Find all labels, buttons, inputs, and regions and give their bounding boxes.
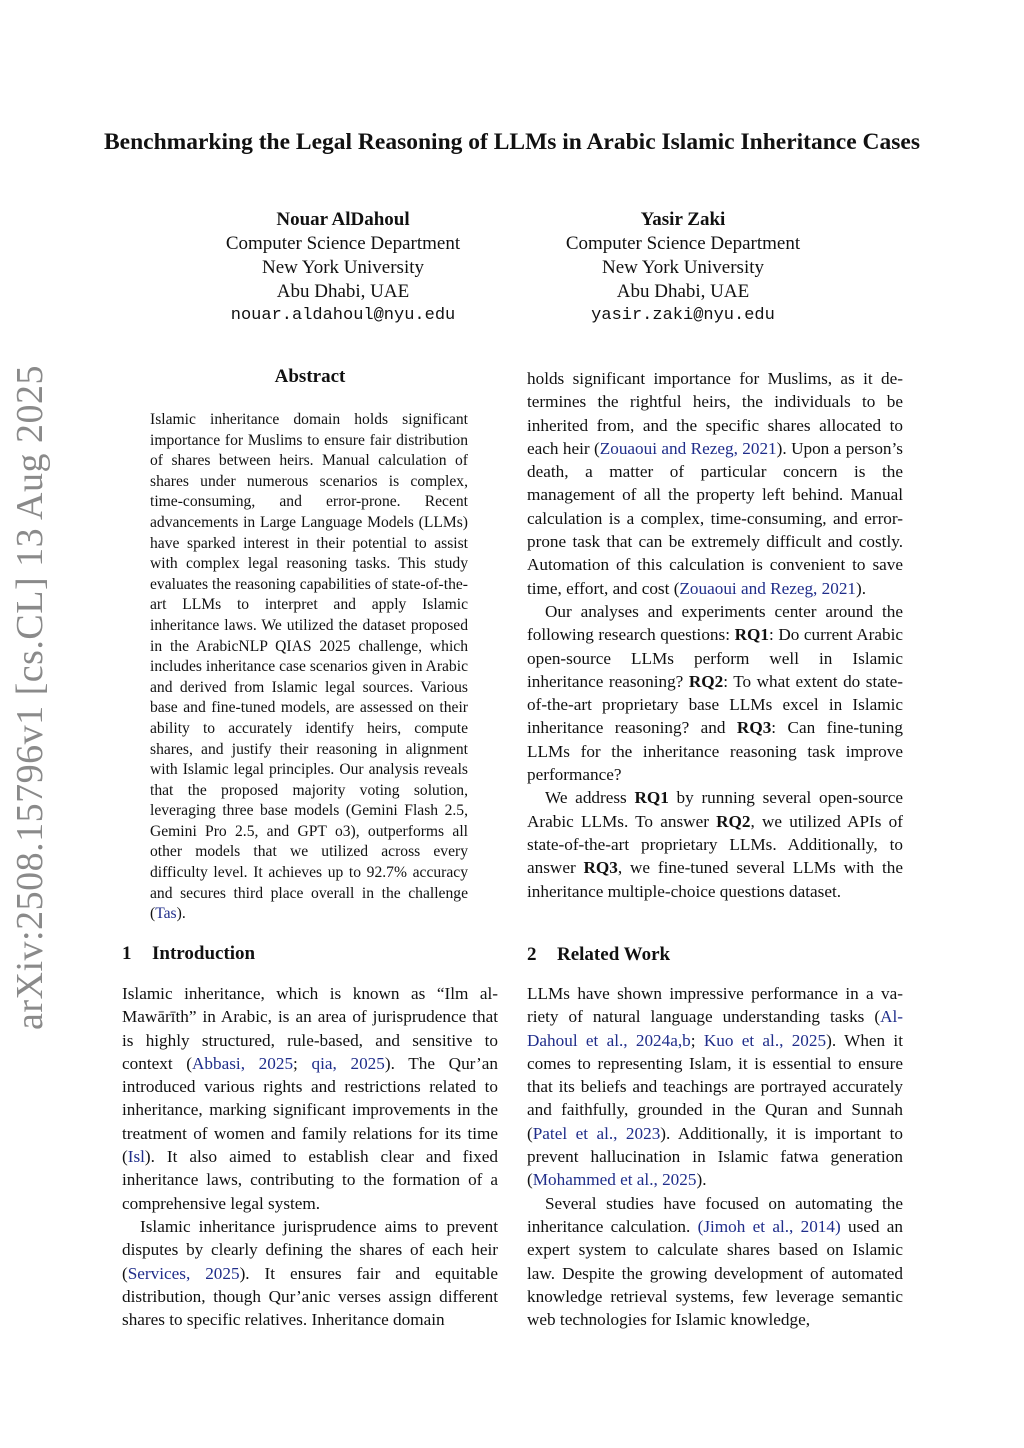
paper-title: Benchmarking the Legal Reasoning of LLMs in Arabic Islamic Inheritance Cases — [104, 129, 920, 155]
author-email[interactable]: nouar.aldahoul@nyu.edu — [230, 306, 456, 325]
paragraph: Islamic inheritance jurisprudence aims to prevent disputes by clearly defining the shares of each heir (Services, 2025). It ensures fair and equitable distribution, though Qur’anic verses assign different shares to specific relatives. Inheritance domain — [122, 1216, 498, 1330]
author-location: Abu Dhabi, UAE — [276, 281, 410, 302]
citation-link[interactable]: Zouaoui and Rezeg, 2021 — [599, 438, 777, 458]
author-department: Computer Science Department — [225, 233, 461, 254]
author-block-2 — [523, 208, 843, 328]
author-email[interactable]: yasir.zaki@nyu.edu — [591, 306, 775, 325]
paragraph: holds significant importance for Muslims, as it determines the rightful heirs, the individuals to be inherited from, and the specific shares allocated to each heir (Zouaoui and Rezeg, 2021). Upon a person’s death, a matter of particular concern is the management of all the property left behind. Manual calculation is a complex, time-consuming, and error-prone task that can be extremely difficult and costly. Automation of this calculation is convenient to save time, effort, and cost (Zouaoui and Rezeg, 2021). — [527, 369, 903, 598]
citation-link[interactable]: AlDahoul et al., 2024a,b — [527, 1007, 903, 1050]
paragraph: We address RQ1 by running several open-source Arabic LLMs. To answer RQ2, we utilized APIs of state-of-the-art proprietary LLMs. Additionally, to answer RQ3, we fine-tuned several LLMs with the inheritance multiple-choice questions dataset. — [527, 788, 903, 901]
paragraph: Islamic inheritance, which is known as “Ilm al-Mawārīth” in Arabic, is an area of jurisprudence that is highly structured, rule-based, and sensitive to context (Abbasi, 2025; qia, 2025). The Qur’an introduced various rights and restrictions related to inheritance, marking significant improvements in the treatment of women and family relations for its time (Isl). It also aimed to establish clear and fixed inheritance laws, contributing to the formation of a comprehensive legal system. — [122, 984, 498, 1213]
citation-link[interactable]: Abbasi, 2025 — [192, 1053, 294, 1073]
arxiv-identifier: arXiv:2508.15796v1 [cs.CL] 13 Aug 2025 — [9, 365, 51, 1030]
author-department: Computer Science Department — [565, 233, 801, 254]
citation-link[interactable]: (Jimoh et al., 2014) — [697, 1216, 841, 1236]
introduction-continued — [527, 367, 903, 903]
section-heading-related-work: 2 Related Work — [527, 944, 671, 965]
author-name: Yasir Zaki — [640, 209, 726, 230]
citation-link[interactable]: Tas — [155, 905, 177, 923]
author-university: New York University — [601, 257, 765, 278]
author-location: Abu Dhabi, UAE — [616, 281, 750, 302]
paragraph: Our analyses and experiments center around the following research questions: RQ1: Do current Arabic open-source LLMs perform well in Islamic inheritance reasoning? RQ2: To what extent do state-of-the-art proprietary base LLMs excel in Islamic inheritance reasoning? and RQ3: Can fine-tuning LLMs for the inheritance reasoning task improve performance? — [527, 601, 903, 785]
paragraph: LLMs have shown impressive performance in a variety of natural language understanding tasks (AlDahoul et al., 2024a,b; Kuo et al., 2025). When it comes to representing Islam, it is essential to ensure that its beliefs and teachings are portrayed accurately and faithfully, grounded in the Quran and Sunnah (Patel et al., 2023). Additionally, it is important to prevent hallucination in Islamic fatwa generation (Mohammed et al., 2025). — [527, 984, 903, 1190]
citation-link[interactable]: Isl — [127, 1147, 145, 1167]
citation-link[interactable]: Mohammed et al., 2025 — [532, 1170, 697, 1190]
paragraph: Several studies have focused on automating the inheritance calculation. (Jimoh et al., 2014) used an expert system to calculate shares based on Islamic law. Despite the growing development of automated knowledge retrieval systems, few leverage semantic web technologies for Islamic knowledge, — [527, 1193, 903, 1330]
citation-link[interactable]: qia, 2025 — [311, 1053, 385, 1073]
citation-link[interactable]: Services, 2025 — [127, 1263, 240, 1283]
related-work-body — [527, 982, 903, 1331]
citation-link[interactable]: Kuo et al., 2025 — [703, 1030, 827, 1050]
author-university: New York University — [261, 257, 425, 278]
abstract-text: Islamic inheritance domain holds significant importance for Muslims to ensure fair distribution of shares between heirs. Manual calculation of shares under numerous scenarios is complex, time-consuming, and error-prone. Recent advancements in Large Language Models (LLMs) have sparked interest in their potential to assist with complex legal reasoning tasks. This study evaluates the reasoning capabilities of state-of-the-art LLMs to interpret and apply Islamic inheritance laws. We utilized the dataset proposed in the ArabicNLP QIAS 2025 challenge, which includes inheritance case scenarios given in Arabic and derived from Islamic legal sources. Various base and fine-tuned models, are assessed on their ability to accurately identify heirs, compute shares, and justify their reasoning in alignment with Islamic legal principles. Our analysis reveals that the proposed majority voting solution, leveraging three base models (Gemini Flash 2.5, Gemini Pro 2.5, and GPT o3), outperforms all other models that we utilized across every difficulty level. It achieves up to 92.7% accuracy and secures third place overall in the challenge (Tas). — [150, 411, 468, 923]
introduction-body — [122, 982, 498, 1331]
citation-link[interactable]: Patel et al., 2023 — [532, 1123, 661, 1143]
author-name: Nouar AlDahoul — [276, 209, 410, 230]
author-block-1 — [183, 208, 503, 328]
abstract-heading: Abstract — [274, 366, 346, 387]
section-heading-introduction: 1 Introduction — [122, 943, 256, 964]
citation-link[interactable]: Zouaoui and Rezeg, 2021 — [679, 578, 857, 598]
